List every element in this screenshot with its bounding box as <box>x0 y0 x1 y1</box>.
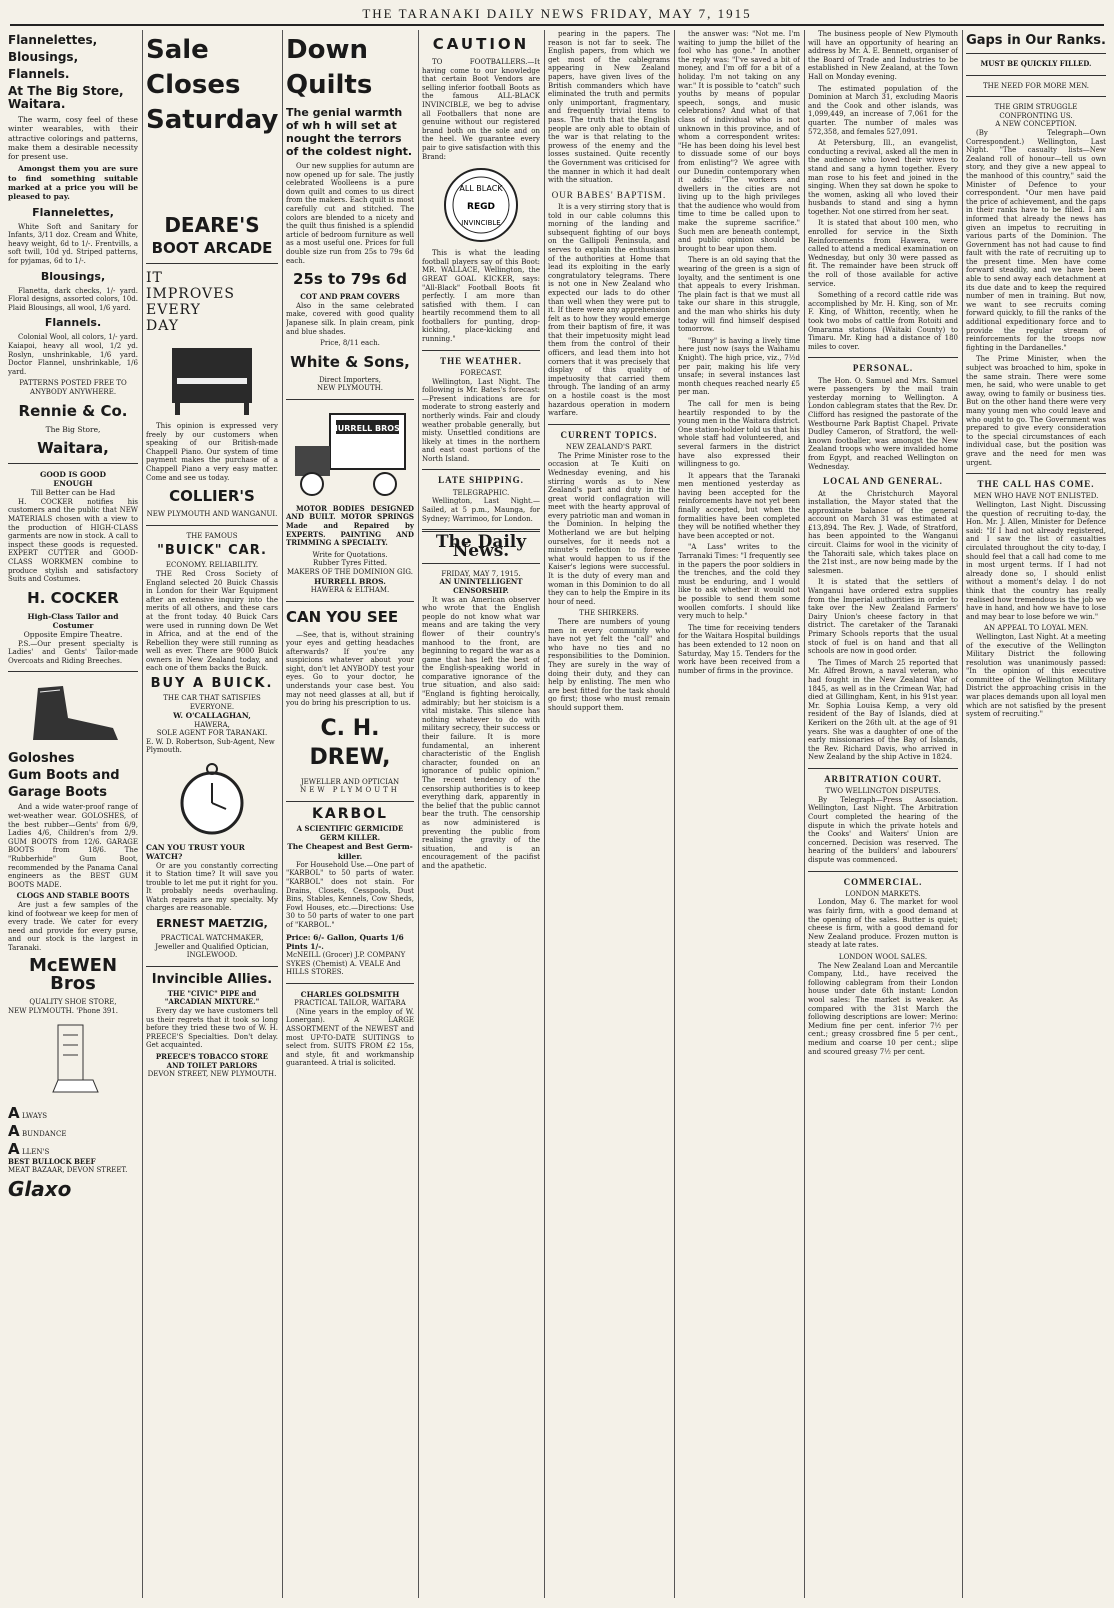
wool-text: The New Zealand Loan and Mercantile Company, Ltd., have received the following cablegram from their London house under date 6th instant: London wool sales: The market is weaker. As compared with the 31st March the following descriptions are lower: Merino: Medium fine per cent. inferior 7½ per cent.; greasy crossbred fine 5 per cent., medium and coarse 10 per cent.; slipe and scoured greasy 7½ per cent. <box>808 961 958 1056</box>
piano-illustration <box>167 338 257 418</box>
column-1 <box>8 30 138 1598</box>
caution-text: TO FOOTBALLERS.—It having come to our knowledge that certain Boot Vendors are selling inferior football Boots as the famous ALL-BLACK INVINCIBLE, we beg to advise all Footballers that none are genuine without our registered brand both on the sole and on the heel. We guarantee every pair to give satisfaction with this Brand: <box>422 58 540 161</box>
goldsmith-text: (Nine years in the employ of W. Lonergan). A LARGE ASSORTMENT of the NEWEST and most UP-TO-DATE SUITINGS to select from. SUITS FROM £2 15s, and style, fit and workmanship guaranteed. A trial is solicited. <box>286 1007 414 1068</box>
shirkers-text: There are numbers of young men in every community who have not yet felt the "call" and who have no ties and no responsibilities to the Dominion. They are surely in the way of doing their duty, and they can help by enlisting. The men who are best fitted for the task should go first; those who must remain should support them. <box>548 618 670 712</box>
flannel-intro: The warm, cosy feel of these winter wearables, with their attractive colorings and patterns, make them a desirable necessity for present use. <box>8 115 138 162</box>
column-rule <box>962 30 963 1598</box>
ad-line-3: Flannels. <box>8 67 70 81</box>
quilt-text: Our new supplies for autumn are now opened up for sale. The justly celebrated Woolleens is a pure down quilt and comes to us direct from the makers. Each quilt is most carefully cut and stitched. The colors are blended to a nicety and the quilt thus finished is a splendid article of bedroom furniture as well as a most useful one. Prices for full double size run from 25s to 79s 6d each. <box>286 162 414 265</box>
quilts-heading: Quilts <box>286 70 373 100</box>
mcewen-sub: QUALITY SHOE STORE, <box>29 998 117 1007</box>
always-cap-2: A <box>8 1121 20 1140</box>
need-heading: THE NEED FOR MORE MEN. <box>982 81 1090 90</box>
caution-heading: CAUTION <box>432 35 530 53</box>
wool-heading: LONDON WOOL SALES. <box>838 953 928 961</box>
gaps-heading: Gaps in Our Ranks. <box>966 33 1106 48</box>
maetzig-sub: PRACTICAL WATCHMAKER, <box>160 934 264 943</box>
mcewen-name: McEWEN Bros <box>28 955 118 995</box>
boots-text: And a wide water-proof range of wet-weather wear. GOLOSHES, of the best rubber—Gents' from 6/9, Ladies 4/6, Children's from 2/9. GUM BOOTS from 12/6. GARAGE BOOTS from 18/6. The "Rubberhide" Gum Boot, recommended by the Panama Canal engineers as the BEST GUM BOOTS MADE. <box>8 803 138 889</box>
flannelettes-text: White Soft and Sanitary for Infants, 3/11 doz. Cream and White, heavy weight, 6d to 1/-. Frentvills, a soft twill, 10d yd. Striped patterns, for pyjamas, 6d to 1/-. <box>8 222 138 266</box>
drew-name: C. H. DREW, <box>309 715 391 770</box>
cattle-text: Something of a record cattle ride was accomplished by Mr. H. King, son of Mr. F. King, of Whitton, recently, when he took two mobs of cattle from Rotoiti and Omarama stations (Waitaki County) to Timaru. Mr. King had a distance of 180 miles to cover. <box>808 291 958 351</box>
cricket-line: THE "CIVIC" PIPE and "ARCADIAN MIXTURE." <box>164 988 260 1007</box>
editorial-date: FRIDAY, MAY 7, 1915. <box>441 569 521 578</box>
rubber-line: Rubber Tyres Fitted. <box>313 559 387 568</box>
column-rule <box>142 30 143 1598</box>
call-heading: THE CALL HAS COME. <box>977 479 1095 490</box>
colliers-sub: NEW PLYMOUTH AND WANGANUI. <box>146 510 278 519</box>
petersburg-text: At Petersburg, Ill., an evangelist, conducting a revival, asked all the men in the audience who loved their wives to stand and sang a hymn together. Every man rose to his feet and joined in the singing. When they sat down he spoke to the women, asking all who loved their husbands to stand and sing a hymn together. Not one stirred from her seat. <box>808 139 958 216</box>
sale-heading: Sale <box>146 35 209 65</box>
always-cap-1: A <box>8 1103 20 1122</box>
karbol-use: For Household Use.—One part of "KARBOL" to 50 parts of water. "KARBOL" does not stain. For Drains, Closets, Cesspools, Dust Bins, Stables, Kennels, Cow Sheds, Fowl Houses, etc.—Directions: Use 30 to 50 parts of water to one part of "KARBOL." <box>286 860 414 929</box>
shipping-heading: LATE SHIPPING. <box>438 475 524 486</box>
local-text-2: It is stated that the settlers of Wanganui have ordered extra supplies from the Imperial authorities in order to take over the New Zealand Farmers' Dairy Union's cheese factory in that district. The caretaker of the Taranaki Primary Schools reports that the usual stock of fuel is on hand and that all schools are now in good order. <box>808 578 958 656</box>
enlist-heading: MEN WHO HAVE NOT ENLISTED. <box>973 492 1099 501</box>
preece-addr: DEVON STREET, NEW PLYMOUTH. <box>147 1070 277 1079</box>
always-1: LWAYS <box>22 1111 48 1120</box>
cocker-text: H. COCKER notifies his customers and the public that NEW MATERIALS chosen with a view to the production of HIGH-CLASS garments are now in stock. A call to inspect these goods is requested. EXPERT CUTTER and GOOD-CLASS WORKMEN combine to produce stylish and satisfactory Suits and Costumes. <box>8 497 138 584</box>
masthead: THE TARANAKI DAILY NEWS FRIDAY, MAY 7, 1915 <box>10 6 1104 26</box>
maetzig-sub2: Jeweller and Qualified Optician, <box>155 942 269 951</box>
colliers-name: COLLIER'S <box>169 487 255 506</box>
meat-line: MEAT BAZAAR, DEVON STREET. <box>8 1166 128 1175</box>
column-7 <box>808 30 958 1598</box>
drew-town: NEW PLYMOUTH <box>300 786 400 795</box>
shoe-illustration <box>43 1020 103 1100</box>
maetzig-town: INGLEWOOD. <box>186 951 238 960</box>
makers-line: MAKERS OF THE DOMINION GIG. <box>287 568 413 577</box>
karbol-heading: KARBOL <box>312 806 388 823</box>
column-rule <box>418 30 419 1598</box>
personal-heading: PERSONAL. <box>852 363 914 374</box>
cot-price: Price, 8/11 each. <box>320 339 380 348</box>
goldsmith-sub: PRACTICAL TAILOR, WAITARA <box>294 999 406 1008</box>
local-heading: LOCAL AND GENERAL. <box>823 476 943 487</box>
karbol-text: The Cheapest and Best Germ-killer. <box>287 842 413 861</box>
boot-illustration <box>18 678 128 748</box>
commercial-heading: COMMERCIAL. <box>843 876 923 887</box>
london-heading: LONDON MARKETS. <box>845 889 921 898</box>
story-text: the answer was: "Not me. I'm waiting to jump the billet of the fool who has gone." In another the reply was: "I've saved a bit of money, and I'm off for a bit of a holiday. I'm not taking on any war." It is possible to "catch" such youths by means of popular speech, songs, and music celebrations? And what of that class of individual who is not unknown in this province, and of whom a correspondent writes: "He has been doing his level best to dissuade some of our boys from enlisting"? We agree with our Dunedin contemporary when it adds: "The workers and dwellers in the cities are not living up to the high privileges that the audience who would from time to time be called upon to make the supreme sacrifice." Such men are beneath contempt, and public opinion should be brought to bear upon them. <box>678 30 800 253</box>
patterns-note: PATTERNS POSTED FREE TO ANYBODY ANYWHERE. <box>19 379 127 396</box>
weather-text: Wellington, Last Night. The following is Mr. Bates's forecast:—Present indications are for moderate to strong easterly and northerly winds. Fair and cloudy weather probable generally, but misty. Unsettled conditions are likely at times in the northern and east coast portions of the North Island. <box>422 377 540 463</box>
saturday-heading: Saturday <box>146 105 278 135</box>
column-4 <box>422 30 540 1598</box>
topics-heading: CURRENT TOPICS. <box>560 429 658 440</box>
cocker-ps: P.S.—Our present specialty is Ladies' and Gents' Tailor-made Overcoats and Riding Breeches. <box>8 639 138 665</box>
quilt-price: 25s to 79s 6d <box>293 270 407 289</box>
daily-news-title: The Daily News. <box>435 532 527 562</box>
struggle-heading: THE GRIM STRUGGLE CONFRONTING US. <box>994 103 1078 120</box>
babes-text: It is a very stirring story that is told in our cable columns this morning of the landing and subsequent fighting of our boys on the Gallipoli Peninsula, and serves to explain the enthusiasm of the authorities at Home that lead its exploiting in the early congratulatory telegrams. There is not one in New Zealand who expected our lads to do other than well when they were put to it. If there were any apprehension felt as to how they would emerge from their baptism of fire, it was that their impetuosity might lead them from the control of their officers, and lead them into hot corners that it was precisely that display of this quality of impetuosity that carried them through. The landing of an army on a hostile coast is the most hazardous operation in modern warfare. <box>548 202 670 418</box>
buick-text: THE Red Cross Society of England selected 20 Buick Chassis in London for their War Equipment after an extensive inquiry into the merits of all others, and these cars at the front today. 40 Buick Cars were used in running down De Wet in Africa, and at the end of the Rebellion they were still running as well as ever. There are 9000 Buick owners in New Zealand today, and each one of them backs the Buick. <box>146 569 278 673</box>
agent-town: HAWERA, <box>194 720 230 729</box>
improves-3: EVERY <box>146 302 201 318</box>
hurrell-name: HURRELL BROS. <box>314 576 386 586</box>
flannels-heading: Flannels. <box>44 316 102 330</box>
ad-line-2: Blousings, <box>8 50 79 64</box>
cocker-sub: High-Class Tailor and Costumer <box>27 611 119 630</box>
shipping-text: Wellington, Last Night.—Sailed, at 5 p.m., Maunga, for Sydney; Warrimoo, for London. <box>422 497 540 523</box>
karbol-price: Price: 6/- Gallon, Quarts 1/6 Pints 1/-. <box>286 932 404 951</box>
weather-heading: THE WEATHER. <box>440 355 522 366</box>
column-3 <box>286 30 414 1598</box>
see-text: —See, that is, without straining your eyes and getting headaches afterwards? If you're any suspicions whatever about your sight, don't let ANYBODY test your eyes. Go to your doctor, he understands your case best. You may not need glasses at all, but if you do bring his prescription to us. <box>286 630 414 708</box>
preece-name: PREECE'S TOBACCO STORE AND TOILET PARLORS <box>155 1052 269 1070</box>
local-text: At the Christchurch Mayoral installation, the Mayor stated that the approximate balance of the general account on March 31 was estimated at £13,894. The Rev. J. Wade, of Stratford, has been appointed to the Wanganui circuit. Claims for wool in the vicinity of the Tahoraiti sale, which takes place on the 21st inst., are now being made by the salesmen. <box>808 489 958 575</box>
cot-text: Also in the same celebrated make, covered with good quality Japanese silk. In plain cream, pink and blue shades. <box>286 301 414 336</box>
watch-illustration <box>172 759 252 839</box>
beef-line: BEST BULLOCK BEEF <box>8 1156 96 1166</box>
always-2: BUNDANCE <box>22 1129 67 1138</box>
disputes-text: By Telegraph—Press Association. Wellington, Last Night. The Arbitration Court completed the hearing of the dispute in which the private hotels and the Cooks' and Waiters' Union are concerned. Decision was reserved. The hearing of the builders' and labourers' dispute was commenced. <box>808 795 958 864</box>
minister-text: The Prime Minister, when the subject was broached to him, spoke in the same strain. There were some men, he said, who were unable to get away, owing to family or business ties. But on the other hand there were very many young men who could leave and who ought to go. The Government was prepared to give every consideration to the special circumstances of each individual case, but the position was grave and the need for men was urgent. <box>966 355 1106 467</box>
column-rule <box>282 30 283 1598</box>
watch-text: Or are you constantly correcting it to Station time? It will save you trouble to let me put it right for you. It probably needs overhauling. Watch repairs are my specialty. My charges are reasonable. <box>146 861 278 913</box>
rennie-sub: The Big Store, <box>45 424 101 434</box>
chappell-text: This opinion is expressed very freely by our customers when speaking of our British-made Chappell Piano. Our system of time payment makes the purchase of a Chappell Piano a very easy matter. Come and see us today. <box>146 422 278 482</box>
flannel-ad <box>8 34 138 457</box>
hurrell-town: HAWERA & ELTHAM. <box>310 585 390 594</box>
economy-line: ECONOMY. RELIABILITY. <box>165 561 259 570</box>
deare-name: DEARE'S <box>164 213 260 237</box>
park-heading: NEW ZEALAND'S PART. <box>565 443 653 452</box>
clogs-text: Are just a few samples of the kind of footwear we keep for men of every trade. We cater for every need and provide for every purse, and our stock is the largest in Taranaki. <box>8 900 138 952</box>
improves-block <box>146 270 278 334</box>
mcewen-addr: NEW PLYMOUTH. 'Phone 391. <box>8 1007 119 1016</box>
column-rule <box>544 30 545 1598</box>
babes-heading: OUR BABES' BAPTISM. <box>551 189 667 200</box>
closes-heading: Closes <box>146 70 241 100</box>
always-3: LLEN'S <box>22 1147 50 1156</box>
glaxo-logo: Glaxo <box>8 1176 72 1201</box>
column-rule <box>674 30 675 1598</box>
call-text: The call for men is being heartily responded to by the young men in the Waitara district. One station-holder told us that his whole staff had volunteered, and several farmers in the district have also expressed their willingness to go. <box>678 399 800 469</box>
white-name: White & Sons, <box>290 352 410 371</box>
cocker-name: H. COCKER <box>27 588 119 607</box>
gumboots-heading: Gum Boots and <box>8 768 120 784</box>
white-sub: Direct Importers, <box>319 375 381 384</box>
intro-text: The business people of New Plymouth will have an opportunity of hearing an address by Mr. A. E. Bennett, organiser of the Board of Trade and Industries to be established in New Zealand, at the Town Hall on Monday evening. <box>808 30 958 81</box>
invincible-brand-logo <box>441 165 521 245</box>
rennie-firm: Rennie & Co. <box>18 401 128 420</box>
stated-text: It is stated that about 100 men, who enrolled for service in the Sixth Reinforcements from Hawera, were called to attend a medical examination on Wednesday, but only 30 were passed as fit. The remainder have been struck off the roll of those available for active service. <box>808 219 958 288</box>
editorial-heading: AN UNINTELLIGENT CENSORSHIP. <box>439 577 523 595</box>
accepted-text: It appears that the Taranaki men mentioned yesterday as having been accepted for the reinforcements have not yet been finally accepted, but when the formalities have been completed they will be notified whether they have been accepted or not. <box>678 471 800 540</box>
shirkers-heading: THE SHIRKERS. <box>579 609 639 618</box>
veteran-text: The Times of March 25 reported that Mr. Alfred Brown, a naval veteran, who had fought in the New Zealand War of 1845, as well as in the Crimean War, had died at Gillingham, Kent, in his 91st year. Mr. Sophia Louisa Kemp, a very old resident of the Bay of Islands, died at Kerikeri on the 26th ult. at the age of 91 years. She was a daughter of one of the early missionaries of the Bay of Islands, the Rev. Richard Davis, who arrived in New Zealand by the ship Active in 1824. <box>808 658 958 762</box>
personal-text: The Hon. O. Samuel and Mrs. Samuel were passengers by the mail train yesterday morning to Wellington. A London cablegram states that the Rev. Dr. Clifford has resigned the pastorate of the Westbourne Park Baptist Chapel. Private Dudley Cameron, of Stratford, the well-known footballer, was amongst the New Zealand troops who were invalided home from Egypt, and reached Wellington on Wednesday. <box>808 376 958 471</box>
quotations-line: Write for Quotations. <box>312 550 388 559</box>
improves-1: IT <box>146 270 163 286</box>
satisfies-line: THE CAR THAT SATISFIES EVERYONE. <box>163 694 261 711</box>
column-6 <box>678 30 800 1598</box>
always-ad <box>8 1104 138 1158</box>
preece-text: Every day we have customers tell us their regrets that it took so long before they tried these two of W. H. PREECE'S Specialties. Don't delay. Get acquainted. <box>146 1007 278 1050</box>
improves-4: DAY <box>146 318 180 334</box>
column-5 <box>548 30 670 1598</box>
trenches-text: "A Lass" writes to the Tarranaki Times: "I frequently see in the papers the poor soldiers in the trenches, and the cold they must be enduring, and I would like to ask whether it would not be possible to send them some woollen comforts. I should like very much to help." <box>678 543 800 621</box>
cot-heading: COT AND PRAM COVERS <box>300 292 400 302</box>
rennie-town: Waitara, <box>37 438 109 457</box>
agent-sole: SOLE AGENT FOR TARANAKI. <box>156 729 268 738</box>
blousings-text: Flanetta, dark checks, 1/- yard. Floral designs, assorted colors, 10d. Plaid Blousings, all wool, 1/6 yard. <box>8 286 138 312</box>
warmth-heading: The genial warmth of wh h will set at nought the terrors of the coldest night. <box>286 106 413 158</box>
flannel-intro-2: Amongst them you are sure to find something suitable marked at a price you will be pleased to pay. <box>8 164 138 202</box>
conception-text: (By Telegraph—Own Correspondent.) Wellington, Last Night. "The casualty lists—New Zealand roll of honour—tell us own story, and they give a new appeal to the manhood of this country," said the Minister of Defence to your correspondent. "Our men have paid the price of achievement, and the gaps in their ranks have to be filled. I am informed that already the news has given an impetus to recruiting in various parts of the Dominion. The Government has not had cause to find fault with the rate of recruiting up to the present time. Men have come forward steadily, and we have been able to send away each detachment at its due date and to keep the required number of men in training. But now, we want to see recruits coming forward quickly, to fill the ranks of the additional expeditionary force and to provide the regular stream of reinforcements for the troops now fighting in the Dardanelles." <box>966 128 1106 352</box>
population-text: The estimated population of the Dominion at March 31, excluding Maoris and the Cook and other islands, was 1,099,449, an increase of 7,061 for the quarter. The number of males was 572,358, and females 527,091. <box>808 84 958 136</box>
appeal-heading: AN APPEAL TO LOYAL MEN. <box>983 624 1089 633</box>
famous-line: THE FAMOUS <box>186 531 238 540</box>
column-rule <box>804 30 805 1598</box>
good-line-1: GOOD IS GOOD <box>39 469 107 479</box>
column-2 <box>146 30 278 1598</box>
enlist-text: Wellington, Last Night. Discussing the question of recruiting to-day, the Hon. Mr. J. Allen, Minister for Defence said: "If I had not already registered, and I saw the list of casualties circulated throughout the city to-day, I should feel that a call had come to me in most urgent terms. If I had not already done so, I should enlist without a moment's delay. I do not think that the country has really realised how tremendous is the job we have in hand, and how we have to lose and may bear to lose before we win." <box>966 501 1106 621</box>
white-town: NEW PLYMOUTH. <box>317 384 383 393</box>
drew-sub: JEWELLER AND OPTICIAN <box>300 777 400 786</box>
always-cap-3: A <box>8 1139 20 1158</box>
agent-name: W. O'CALLAGHAN, <box>173 711 251 721</box>
see-heading: CAN YOU SEE <box>286 607 399 626</box>
markets-text: London, May 6. The market for wool was fairly firm, with a good demand at the opening of the sales. Butter is quiet; cheese is firm, with a good demand for New Zealand produce. Frozen mutton is steady at late rates. <box>808 898 958 950</box>
karbol-sub: A SCIENTIFIC GERMICIDE GERM KILLER. <box>296 824 404 842</box>
park-text: The Prime Minister rose to the occasion at Te Kuiti on Wednesday evening, and his stirring words as to New Zealand's part and duty in the great world conflagration will meet with the hearty approval of every patriotic man and woman in the Dominion. In helping the Motherland we are but helping ourselves, for it needs not a minute's reflection to foresee what would happen to us if the Kaiser's legions were successful. It is the duty of every man and woman in this Dominion to do all they can to help the Empire in its hour of need. <box>548 451 670 606</box>
goloshes-heading: Goloshes <box>8 751 75 767</box>
flannelettes-heading: Flannelettes, <box>32 205 114 219</box>
truck-sign: HURRELL BROS. <box>331 423 403 433</box>
subagent: E. W. D. Robertson, Sub-Agent, New Plymouth. <box>146 737 275 755</box>
buick-heading: "BUICK" CAR. <box>157 543 267 559</box>
brand-bot: INVINCIBLE <box>461 219 501 228</box>
good-line-2: ENOUGH <box>53 479 93 489</box>
loyalty-text: There is an old saying that the wearing of the green is a sign of loyalty, and the sentiment is one that appeals to every Irishman. The plain fact is that we must all take our share in this struggle, and the man who shirks his duty today will find himself despised tomorrow. <box>678 256 800 334</box>
motor-text: MOTOR BODIES DESIGNED AND BUILT. MOTOR SPRINGS Made and Repaired by EXPERTS. PAINTING AND TRIMMING A SPECIALTY. <box>286 503 414 548</box>
column-8 <box>966 30 1106 1598</box>
garage-heading: Garage Boots <box>8 785 107 801</box>
buy-buick: BUY A BUICK. <box>150 676 274 692</box>
clogs-heading: CLOGS AND STABLE BOOTS <box>16 891 130 901</box>
ad-line-1: Flannelettes, <box>8 33 98 47</box>
goldsmith-name: CHARLES GOLDSMITH <box>300 989 400 999</box>
deare-arcade: BOOT ARCADE <box>151 239 273 257</box>
disputes-heading: TWO WELLINGTON DISPUTES. <box>825 787 941 796</box>
forecast-sub: FORECAST. <box>459 368 503 377</box>
caution-text-2: This is what the leading football players say of this Boot: MR. WALLACE, Wellington, the GREAT GOAL KICKER, says: "All-Black" Football Boots fit perfectly. I am more than satisfied with them. I can heartily recommend them to all footballers for punting, drop-kicking, place-kicking and running." <box>422 249 540 344</box>
watch-question: CAN YOU TRUST YOUR WATCH? <box>146 842 245 862</box>
truck-illustration <box>290 406 410 501</box>
conception-heading: A NEW CONCEPTION. <box>995 120 1077 129</box>
tender-text: The time for receiving tenders for the Waitara Hospital buildings has been extended to 12 noon on Saturday, May 15. Tenders for the work have been received from a number of firms in the province. <box>678 623 800 675</box>
maetzig-name: ERNEST MAETZIG, <box>156 917 268 931</box>
improves-2: IMPROVES <box>146 286 235 302</box>
editorial-text: It was an American observer who wrote that the English people do not know what war means and are taking the very flower of their country's manhood to the front, are beginning to regard the war as a game that has left the best of the English-speaking world in comparative ignorance of the true situation, and also said: "England is fighting heroically, admirably; but her stoicism is a vital mistake. This silence has nothing whatever to do with military secrecy, their success or their failure. It is more fundamental, an inherent characteristic of the English character, founded on an ignorance of public opinion." The recent tendency of the censorship authorities is to keep everything dark, apparently in the belief that the public cannot bear the truth. The censorship as now administered is preventing the public from realising the gravity of the situation, and is an encouragement of the pacifist and the apathetic. <box>422 595 540 870</box>
arbitration-heading: ARBITRATION COURT. <box>824 773 942 784</box>
appeal-text: Wellington, Last Night. At a meeting of the executive of the Wellington Military District the following resolution was unanimously passed: "In the opinion of this executive committee of the Wellington Military District the approaching crisis in the war places demands upon all loyal men which are not satisfied by the present system of recruiting." <box>966 632 1106 719</box>
karbol-agents: McNEILL (Grocer) J.P. COMPANY SYKES (Chemist) A. VEALE And HILLS STORES. <box>286 951 406 977</box>
filled-heading: MUST BE QUICKLY FILLED. <box>980 59 1092 68</box>
bunny-text: "Bunny" is having a lively time here just now (says the Waihamu Knight). The high price, viz., 7½d per pair, making his life very unsafe; in several instances last month cheques reached nearly £5 per man. <box>678 336 800 397</box>
brand-mid: REGD <box>467 202 495 213</box>
invincible-heading: Invincible Allies. <box>151 971 273 987</box>
cocker-addr: Opposite Empire Theatre. <box>23 630 123 640</box>
brand-top: ALL BLACK <box>459 184 503 194</box>
blousings-heading: Blousings, <box>40 269 106 283</box>
down-heading: Down <box>286 35 368 65</box>
telegraphic-sub: TELEGRAPHIC. <box>452 488 510 497</box>
story-text: pearing in the papers. The reason is not far to seek. The English papers, from which we get most of the cablegrams appearing in New Zealand papers, have given lives of the British commanders which have eliminated the truth and permits only unimportant, fragmentary, and frequently trivial items to pass. The truth that the English people are only able to obtain of the war is that relating to the prowess of the enemy and the losses sustained. Quite recently the Government was criticised for the manner in which it had dealt with the situation. <box>548 30 670 185</box>
good-line-3: Till Better can be Had <box>30 488 116 498</box>
flannels-text: Colonial Wool, all colors, 1/- yard. Kaiapoi, heavy all wool, 1/2 yd. Roslyn, unshrinkable, 1/6 yard. Doctor Flannel, unshrinkable, 1/6 yard. <box>8 333 138 376</box>
store-heading: At The Big Store, Waitara. <box>8 84 124 111</box>
